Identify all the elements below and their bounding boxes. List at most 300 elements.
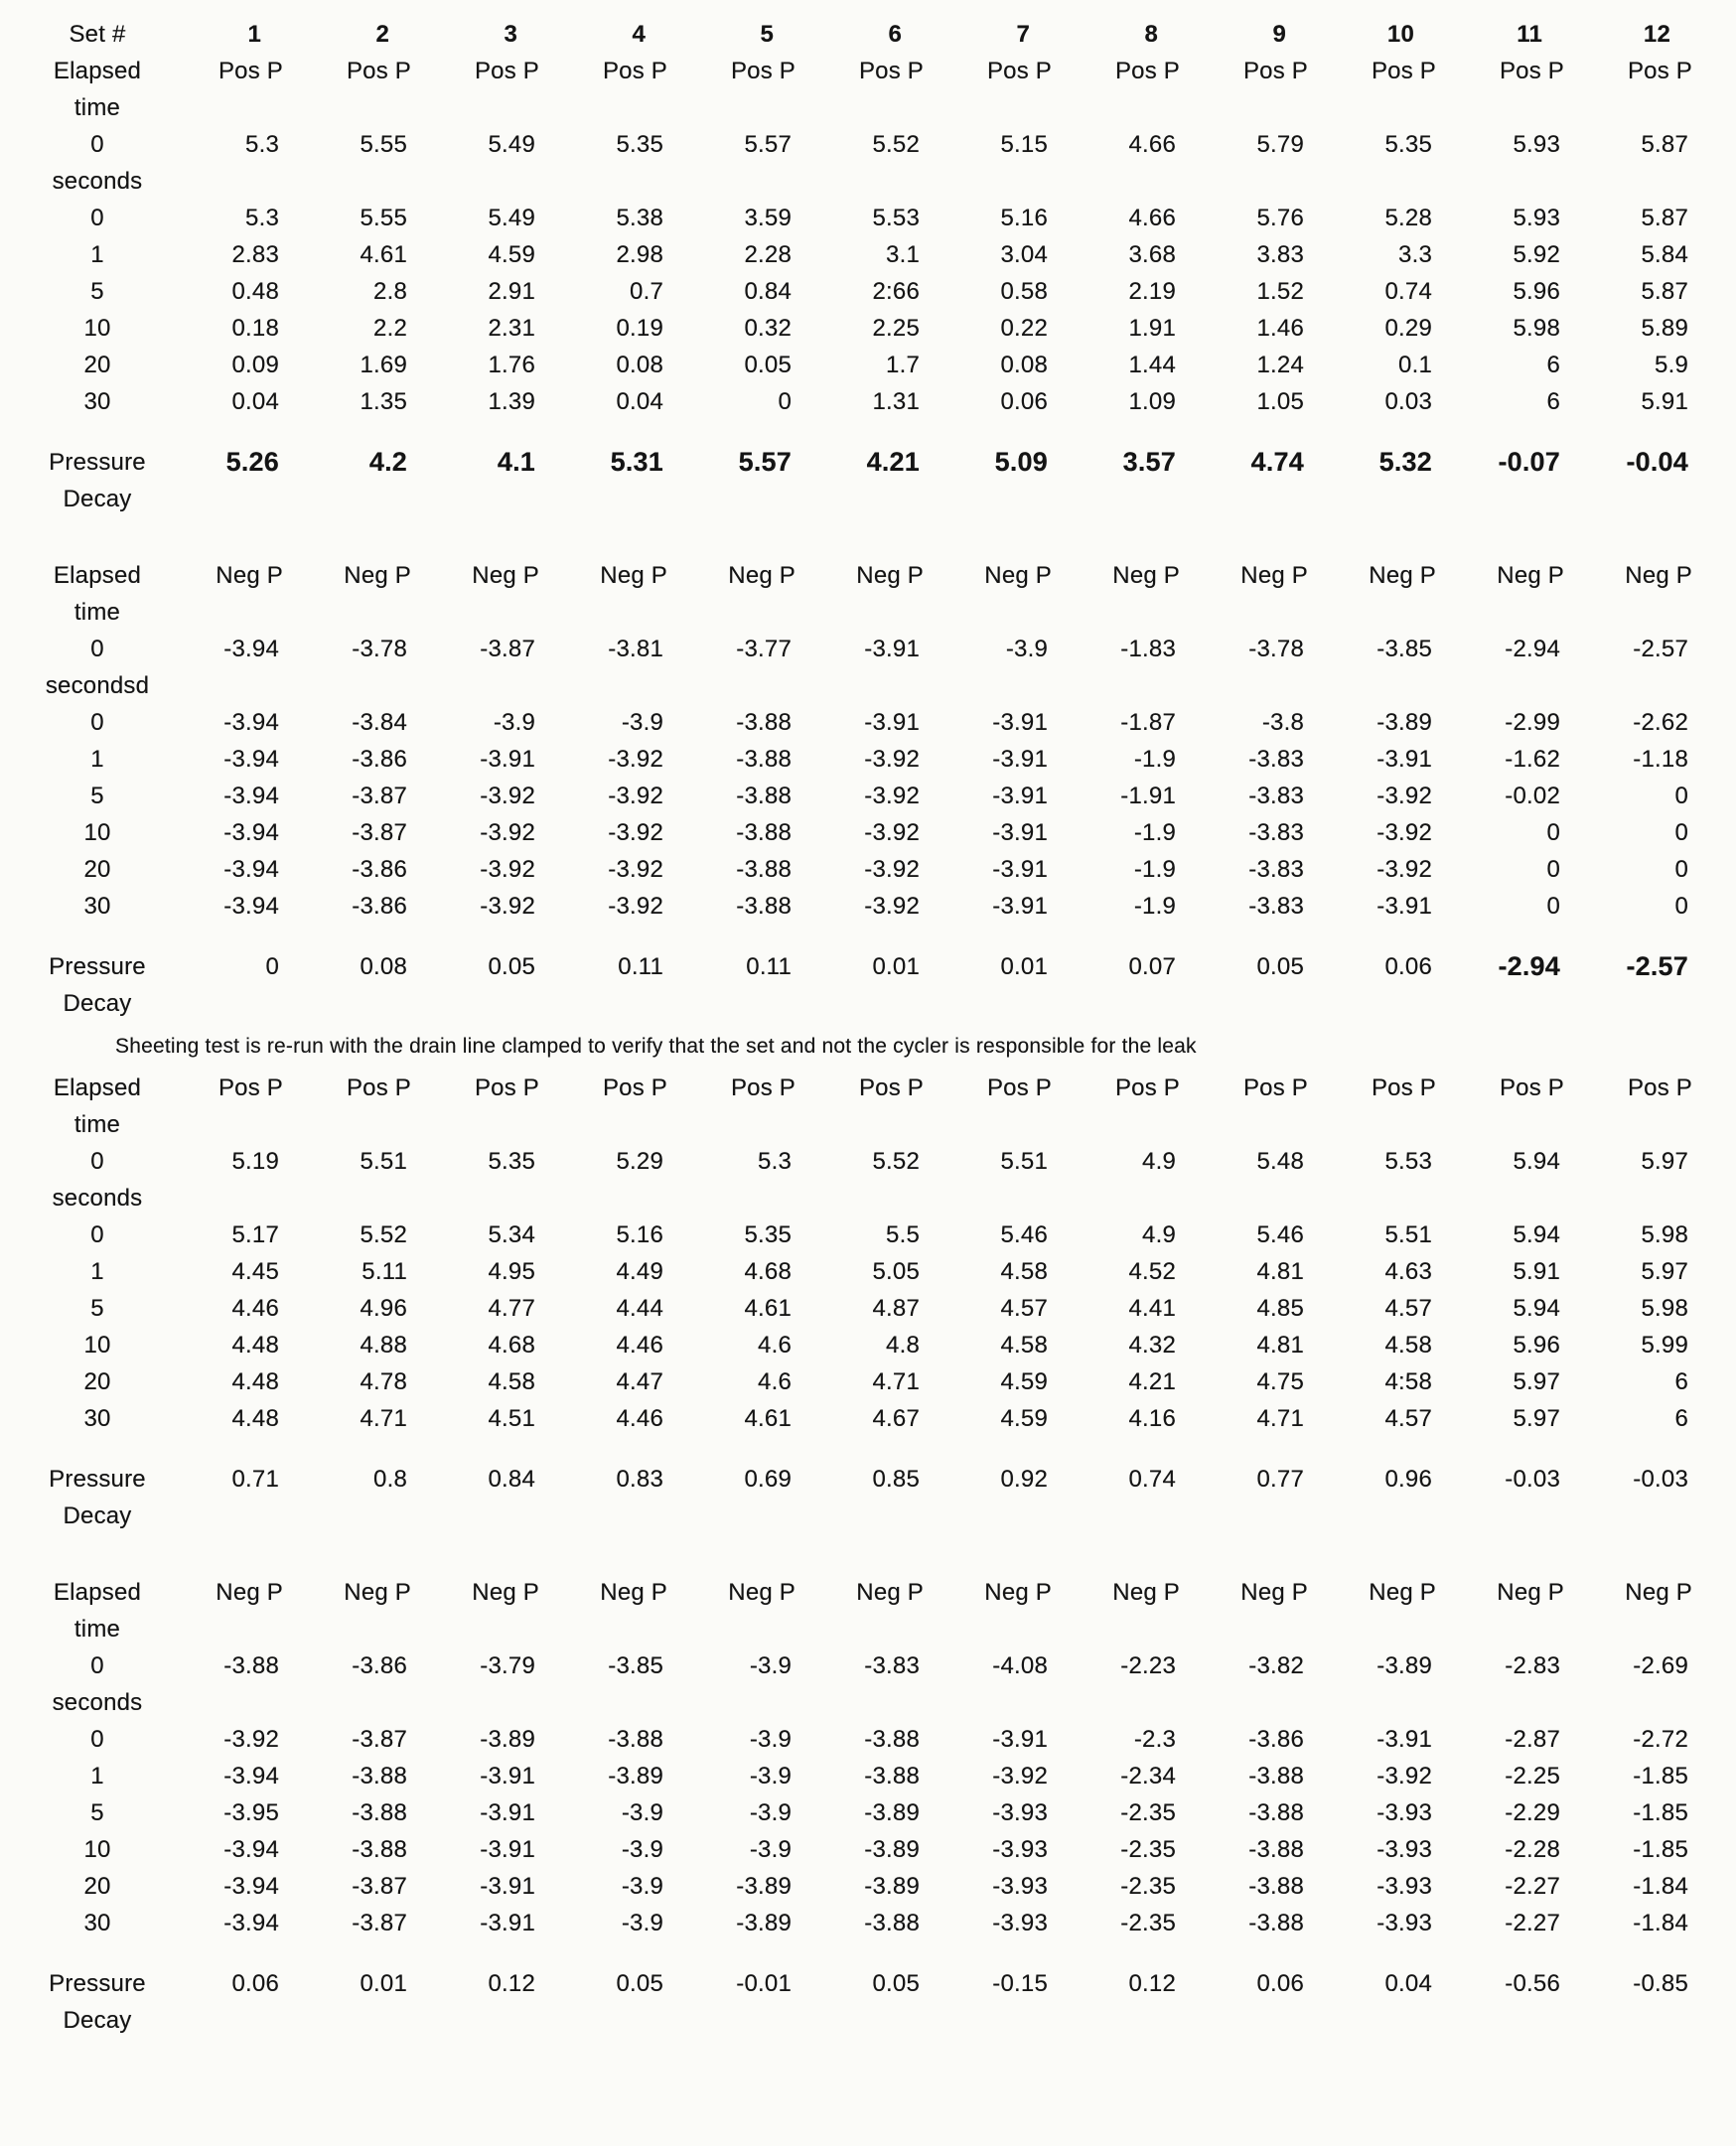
cell-value: 4.66	[1128, 131, 1176, 158]
row-label: 10	[83, 315, 111, 342]
empty-cell	[183, 1180, 1720, 1216]
cell-value: 4.57	[1000, 1295, 1048, 1322]
cell-value: 5.91	[1641, 388, 1688, 415]
cell-value: 5.46	[1256, 1221, 1304, 1248]
cell-value: 4.6	[758, 1368, 792, 1395]
row-label: 20	[83, 352, 111, 378]
pressure-type-header: Neg P	[728, 562, 796, 589]
pressure-decay-value: 0.83	[616, 1466, 663, 1493]
cell-value: 1.76	[488, 352, 535, 378]
units-label-row	[12, 163, 1720, 200]
pressure-decay-label: Pressure	[49, 1466, 146, 1493]
pressure-type-header: Neg P	[600, 562, 667, 589]
cell-value: -3.9	[749, 1799, 792, 1826]
cell-value: -1.9	[1133, 856, 1176, 883]
cell-value: -2.35	[1120, 1873, 1176, 1900]
row-label: 0	[90, 205, 104, 231]
cell-value: 5.52	[872, 131, 920, 158]
cell-value: 5.87	[1641, 278, 1688, 305]
time-series-row	[12, 383, 1720, 420]
time-label: time	[73, 1111, 121, 1138]
empty-cell	[183, 89, 1720, 126]
pressure-type-header: Pos P	[730, 58, 796, 84]
cell-value: 5.05	[872, 1258, 920, 1285]
cell-value: -3.91	[1376, 893, 1432, 920]
initial-reading-row	[12, 1143, 1720, 1180]
cell-value: -3.95	[223, 1799, 279, 1826]
cell-value: -3.8	[1261, 709, 1304, 736]
spacer-cell	[12, 1437, 1720, 1461]
pressure-type-header: Neg P	[216, 1579, 283, 1606]
pressure-type-header: Neg P	[472, 1579, 539, 1606]
gap-cell	[12, 517, 1720, 557]
time-series-row	[12, 1216, 1720, 1253]
pressure-decay-value: 5.32	[1378, 447, 1432, 477]
cell-value: 6	[1546, 352, 1560, 378]
cell-value: -3.9	[621, 1910, 663, 1936]
row-label: 20	[83, 1873, 111, 1900]
cell-value: 5.16	[1000, 205, 1048, 231]
set-number: 10	[1386, 21, 1414, 48]
cell-value: -0.02	[1505, 783, 1560, 809]
cell-value: -3.88	[352, 1799, 407, 1826]
cell-value: -3.92	[480, 783, 535, 809]
cell-value: -3.88	[864, 1763, 920, 1789]
retest-note: Sheeting test is re-run with the drain line clamped to verify that the set and not the cycler is responsible for the leak	[115, 1035, 1197, 1058]
cell-value: 4.9	[1142, 1148, 1176, 1175]
cell-value: 0.48	[231, 278, 279, 305]
cell-value: 3.83	[1256, 241, 1304, 268]
cell-value: 1.46	[1256, 315, 1304, 342]
cell-value: -3.87	[480, 636, 535, 662]
cell-value: -3.88	[1248, 1836, 1304, 1863]
pressure-decay-label2: Decay	[63, 990, 132, 1017]
pressure-type-header: Pos P	[602, 1074, 667, 1101]
cell-value: -3.88	[223, 1652, 279, 1679]
cell-value: 5.93	[1513, 205, 1560, 231]
pressure-decay-label: Pressure	[49, 449, 146, 476]
cell-value: 5.35	[616, 131, 663, 158]
cell-value: 5.76	[1256, 205, 1304, 231]
cell-value: 0.32	[744, 315, 792, 342]
empty-cell	[183, 1106, 1720, 1143]
cell-value: -3.89	[736, 1873, 792, 1900]
units-label: seconds	[52, 168, 143, 195]
cell-value: 4.46	[616, 1405, 663, 1432]
pressure-decay-value: 0.06	[1384, 953, 1432, 980]
cell-value: 4.45	[231, 1258, 279, 1285]
decay-label-row	[12, 481, 1720, 517]
cell-value: -1.9	[1133, 893, 1176, 920]
cell-value: -3.91	[992, 819, 1048, 846]
cell-value: 4.32	[1128, 1332, 1176, 1359]
cell-value: -3.94	[223, 893, 279, 920]
cell-value: -3.83	[1248, 746, 1304, 773]
cell-value: 4:58	[1384, 1368, 1432, 1395]
cell-value: -3.83	[1248, 819, 1304, 846]
cell-value: 2.83	[231, 241, 279, 268]
cell-value: 5.57	[744, 131, 792, 158]
cell-value: -1.62	[1505, 746, 1560, 773]
cell-value: -3.92	[1376, 819, 1432, 846]
empty-cell	[183, 594, 1720, 631]
pressure-decay-value: 4.2	[368, 447, 407, 477]
pressure-type-header: Neg P	[1240, 1579, 1308, 1606]
empty-cell	[183, 481, 1720, 517]
cell-value: -3.94	[223, 1910, 279, 1936]
cell-value: 4.88	[360, 1332, 407, 1359]
cell-value: 5.16	[616, 1221, 663, 1248]
column-header-row	[12, 1574, 1720, 1611]
pressure-type-header: Neg P	[600, 1579, 667, 1606]
cell-value: 2.8	[373, 278, 407, 305]
section-gap-row	[12, 517, 1720, 557]
cell-value: -3.88	[1248, 1873, 1304, 1900]
cell-value: -3.9	[749, 1763, 792, 1789]
cell-value: 4.61	[744, 1405, 792, 1432]
cell-value: -3.9	[1005, 636, 1048, 662]
cell-value: -3.93	[1376, 1873, 1432, 1900]
cell-value: 5.38	[616, 205, 663, 231]
cell-value: -3.91	[480, 1836, 535, 1863]
spacer-row	[12, 420, 1720, 444]
pressure-decay-value: 0.8	[373, 1466, 407, 1493]
pressure-type-header: Neg P	[856, 1579, 924, 1606]
pressure-type-header: Neg P	[216, 562, 283, 589]
pressure-decay-label: Pressure	[49, 953, 146, 980]
time-series-row	[12, 200, 1720, 236]
row-label: 0	[90, 131, 104, 158]
cell-value: 4.63	[1384, 1258, 1432, 1285]
row-label: 1	[90, 1258, 104, 1285]
cell-value: 4.78	[360, 1368, 407, 1395]
cell-value: -3.88	[352, 1763, 407, 1789]
cell-value: -3.9	[621, 1799, 663, 1826]
empty-cell	[183, 1611, 1720, 1647]
cell-value: 5.87	[1641, 205, 1688, 231]
units-label: seconds	[52, 1689, 143, 1716]
cell-value: 0	[1546, 893, 1560, 920]
cell-value: 3.68	[1128, 241, 1176, 268]
cell-value: 5.19	[231, 1148, 279, 1175]
cell-value: 5.29	[616, 1148, 663, 1175]
cell-value: 1.35	[360, 388, 407, 415]
cell-value: 5.3	[245, 205, 279, 231]
cell-value: -2.87	[1505, 1726, 1560, 1753]
cell-value: 5.51	[1384, 1221, 1432, 1248]
cell-value: 2.98	[616, 241, 663, 268]
pressure-type-header: Neg P	[472, 562, 539, 589]
row-label: 0	[90, 1726, 104, 1753]
cell-value: -1.84	[1633, 1873, 1688, 1900]
cell-value: 4.52	[1128, 1258, 1176, 1285]
pressure-decay-value: -0.85	[1633, 1970, 1688, 1997]
pressure-decay-value: 0.74	[1128, 1466, 1176, 1493]
cell-value: -3.94	[223, 709, 279, 736]
cell-value: 0.7	[630, 278, 663, 305]
pressure-decay-value: 0.06	[1256, 1970, 1304, 1997]
pressure-decay-value: 5.31	[610, 447, 663, 477]
pressure-type-header: Neg P	[1240, 562, 1308, 589]
cell-value: 5.51	[360, 1148, 407, 1175]
cell-value: 5.89	[1641, 315, 1688, 342]
cell-value: 0	[1674, 856, 1688, 883]
pressure-type-header: Pos P	[474, 58, 539, 84]
pressure-decay-value: 0.04	[1384, 1970, 1432, 1997]
cell-value: 5.97	[1641, 1258, 1688, 1285]
cell-value: 5.53	[1384, 1148, 1432, 1175]
cell-value: 0.08	[1000, 352, 1048, 378]
pressure-decay-value: 0.12	[1128, 1970, 1176, 1997]
time-series-row	[12, 1758, 1720, 1794]
pressure-type-header: Pos P	[346, 58, 411, 84]
cell-value: -3.94	[223, 746, 279, 773]
cell-value: -2.34	[1120, 1763, 1176, 1789]
cell-value: 1.91	[1128, 315, 1176, 342]
spacer-cell	[12, 925, 1720, 948]
cell-value: -3.89	[608, 1763, 663, 1789]
cell-value: -3.87	[352, 1910, 407, 1936]
cell-value: 2:66	[872, 278, 920, 305]
cell-value: 6	[1546, 388, 1560, 415]
cell-value: 4.96	[360, 1295, 407, 1322]
time-label-row	[12, 1106, 1720, 1143]
cell-value: -3.84	[352, 709, 407, 736]
pressure-type-header: Pos P	[1114, 1074, 1180, 1101]
cell-value: -3.92	[864, 893, 920, 920]
spacer-cell	[12, 420, 1720, 444]
units-label: seconds	[52, 1185, 143, 1212]
cell-value: -3.87	[352, 1873, 407, 1900]
pressure-type-header: Pos P	[217, 58, 283, 84]
cell-value: -3.92	[608, 819, 663, 846]
pressure-type-header: Pos P	[1371, 58, 1436, 84]
pressure-decay-value: 0.69	[744, 1466, 792, 1493]
pressure-decay-value: 4.74	[1250, 447, 1304, 477]
cell-value: 1.44	[1128, 352, 1176, 378]
cell-value: 5.5	[886, 1221, 920, 1248]
cell-value: 0.09	[231, 352, 279, 378]
pressure-type-header: Pos P	[217, 1074, 283, 1101]
time-series-row	[12, 1253, 1720, 1290]
cell-value: 4.67	[872, 1405, 920, 1432]
cell-value: 4.61	[360, 241, 407, 268]
pressure-decay-label: Pressure	[49, 1970, 146, 1997]
cell-value: 5.51	[1000, 1148, 1048, 1175]
time-series-row	[12, 888, 1720, 925]
cell-value: 1.7	[886, 352, 920, 378]
cell-value: -3.93	[1376, 1836, 1432, 1863]
cell-value: 5.84	[1641, 241, 1688, 268]
cell-value: -3.92	[480, 819, 535, 846]
cell-value: -3.93	[992, 1836, 1048, 1863]
cell-value: 0.08	[616, 352, 663, 378]
cell-value: -3.88	[736, 856, 792, 883]
pressure-decay-value: -0.03	[1633, 1466, 1688, 1493]
time-series-row	[12, 814, 1720, 851]
cell-value: 4.59	[488, 241, 535, 268]
cell-value: 0.05	[744, 352, 792, 378]
cell-value: -3.92	[1376, 856, 1432, 883]
cell-value: 4.46	[231, 1295, 279, 1322]
cell-value: -3.94	[223, 1763, 279, 1789]
cell-value: -3.91	[992, 893, 1048, 920]
cell-value: -3.92	[864, 746, 920, 773]
cell-value: -3.92	[1376, 1763, 1432, 1789]
cell-value: -3.93	[1376, 1910, 1432, 1936]
pressure-type-header: Pos P	[858, 1074, 924, 1101]
pressure-decay-value: 0.77	[1256, 1466, 1304, 1493]
cell-value: -2.35	[1120, 1910, 1176, 1936]
cell-value: 5.11	[362, 1258, 407, 1285]
cell-value: -3.91	[992, 709, 1048, 736]
row-label: 20	[83, 1368, 111, 1395]
pressure-decay-value: 0.01	[360, 1970, 407, 1997]
pressure-decay-value: -0.07	[1498, 447, 1560, 477]
cell-value: -3.87	[352, 783, 407, 809]
cell-value: -2.23	[1120, 1652, 1176, 1679]
pressure-type-header: Pos P	[1242, 1074, 1308, 1101]
pressure-type-header: Neg P	[1112, 1579, 1180, 1606]
pressure-decay-value: 0	[265, 953, 279, 980]
cell-value: -3.94	[223, 636, 279, 662]
set-number: 2	[375, 21, 389, 48]
time-label: time	[73, 599, 121, 626]
cell-value: 6	[1674, 1368, 1688, 1395]
cell-value: -3.89	[1376, 1652, 1432, 1679]
cell-value: 1.05	[1256, 388, 1304, 415]
cell-value: -3.77	[736, 636, 792, 662]
cell-value: -3.91	[480, 1763, 535, 1789]
row-label: 5	[90, 278, 104, 305]
pressure-type-header: Neg P	[984, 562, 1052, 589]
cell-value: 5.97	[1513, 1405, 1560, 1432]
cell-value: -3.9	[749, 1652, 792, 1679]
column-header-row	[12, 1070, 1720, 1106]
pressure-decay-value: -0.04	[1626, 447, 1688, 477]
set-number: 3	[504, 21, 517, 48]
cell-value: 4.6	[758, 1332, 792, 1359]
units-label-row	[12, 1684, 1720, 1721]
pressure-decay-value: 0.12	[488, 1970, 535, 1997]
cell-value: -2.57	[1633, 636, 1688, 662]
pressure-type-header: Neg P	[728, 1579, 796, 1606]
cell-value: -3.89	[1376, 709, 1432, 736]
set-number-row	[12, 16, 1720, 53]
cell-value: 6	[1674, 1405, 1688, 1432]
cell-value: -1.85	[1633, 1763, 1688, 1789]
cell-value: -3.89	[864, 1799, 920, 1826]
cell-value: 5.97	[1641, 1148, 1688, 1175]
cell-value: 5.15	[1000, 131, 1048, 158]
cell-value: 0	[1674, 819, 1688, 846]
cell-value: 4.68	[488, 1332, 535, 1359]
pressure-type-header: Pos P	[986, 1074, 1052, 1101]
pressure-decay-value: 0.96	[1384, 1466, 1432, 1493]
cell-value: 5.46	[1000, 1221, 1048, 1248]
cell-value: -3.81	[608, 636, 663, 662]
cell-value: -3.9	[749, 1836, 792, 1863]
set-number: 12	[1643, 21, 1670, 48]
pressure-decay-value: 0.06	[231, 1970, 279, 1997]
cell-value: 0	[778, 388, 792, 415]
cell-value: -3.83	[864, 1652, 920, 1679]
cell-value: -3.92	[608, 783, 663, 809]
pressure-decay-value: 0.01	[1000, 953, 1048, 980]
cell-value: 4.21	[1128, 1368, 1176, 1395]
cell-value: 4.59	[1000, 1368, 1048, 1395]
cell-value: -3.91	[992, 1726, 1048, 1753]
cell-value: 5.3	[758, 1148, 792, 1175]
cell-value: 0.04	[616, 388, 663, 415]
cell-value: -2.94	[1505, 636, 1560, 662]
cell-value: 4.61	[744, 1295, 792, 1322]
decay-label-row	[12, 1498, 1720, 1534]
cell-value: -3.91	[864, 636, 920, 662]
cell-value: -3.88	[864, 1726, 920, 1753]
row-label: 10	[83, 1836, 111, 1863]
cell-value: 2.25	[872, 315, 920, 342]
cell-value: 4.81	[1256, 1332, 1304, 1359]
cell-value: -1.9	[1133, 819, 1176, 846]
time-label: time	[73, 1616, 121, 1643]
pressure-decay-row	[12, 1965, 1720, 2002]
time-series-row	[12, 310, 1720, 347]
cell-value: 5.55	[360, 205, 407, 231]
cell-value: 4.48	[231, 1368, 279, 1395]
cell-value: -2.35	[1120, 1799, 1176, 1826]
cell-value: -2.99	[1505, 709, 1560, 736]
cell-value: -2.27	[1505, 1873, 1560, 1900]
cell-value: 0.04	[231, 388, 279, 415]
time-series-row	[12, 778, 1720, 814]
pressure-decay-value: -0.01	[736, 1970, 792, 1997]
pressure-decay-value: -0.15	[992, 1970, 1048, 1997]
cell-value: 0	[1546, 856, 1560, 883]
cell-value: -3.85	[608, 1652, 663, 1679]
cell-value: -3.86	[352, 746, 407, 773]
cell-value: -3.93	[1376, 1799, 1432, 1826]
cell-value: 4.87	[872, 1295, 920, 1322]
pressure-decay-value: 0.01	[872, 953, 920, 980]
time-series-row	[12, 1363, 1720, 1400]
cell-value: 4.95	[488, 1258, 535, 1285]
row-label: 5	[90, 783, 104, 809]
pressure-decay-value: 5.09	[994, 447, 1048, 477]
cell-value: -3.89	[864, 1836, 920, 1863]
pressure-decay-value: 3.57	[1122, 447, 1176, 477]
cell-value: -3.92	[1376, 783, 1432, 809]
pressure-table-top-body	[12, 16, 1720, 1022]
pressure-type-header: Pos P	[602, 58, 667, 84]
cell-value: 5.92	[1513, 241, 1560, 268]
cell-value: 5.94	[1513, 1148, 1560, 1175]
cell-value: -3.78	[352, 636, 407, 662]
cell-value: -2.83	[1505, 1652, 1560, 1679]
pressure-decay-value: 5.26	[225, 447, 279, 477]
cell-value: -3.94	[223, 783, 279, 809]
row-label: 30	[83, 1910, 111, 1936]
cell-value: 4.58	[1000, 1258, 1048, 1285]
pressure-decay-value: 0.05	[488, 953, 535, 980]
cell-value: -2.28	[1505, 1836, 1560, 1863]
empty-cell	[183, 2002, 1720, 2039]
pressure-table-top	[12, 16, 1720, 1022]
section-gap-row	[12, 1534, 1720, 1574]
cell-value: 0.18	[231, 315, 279, 342]
cell-value: 5.98	[1641, 1295, 1688, 1322]
pressure-type-header: Neg P	[344, 1579, 411, 1606]
